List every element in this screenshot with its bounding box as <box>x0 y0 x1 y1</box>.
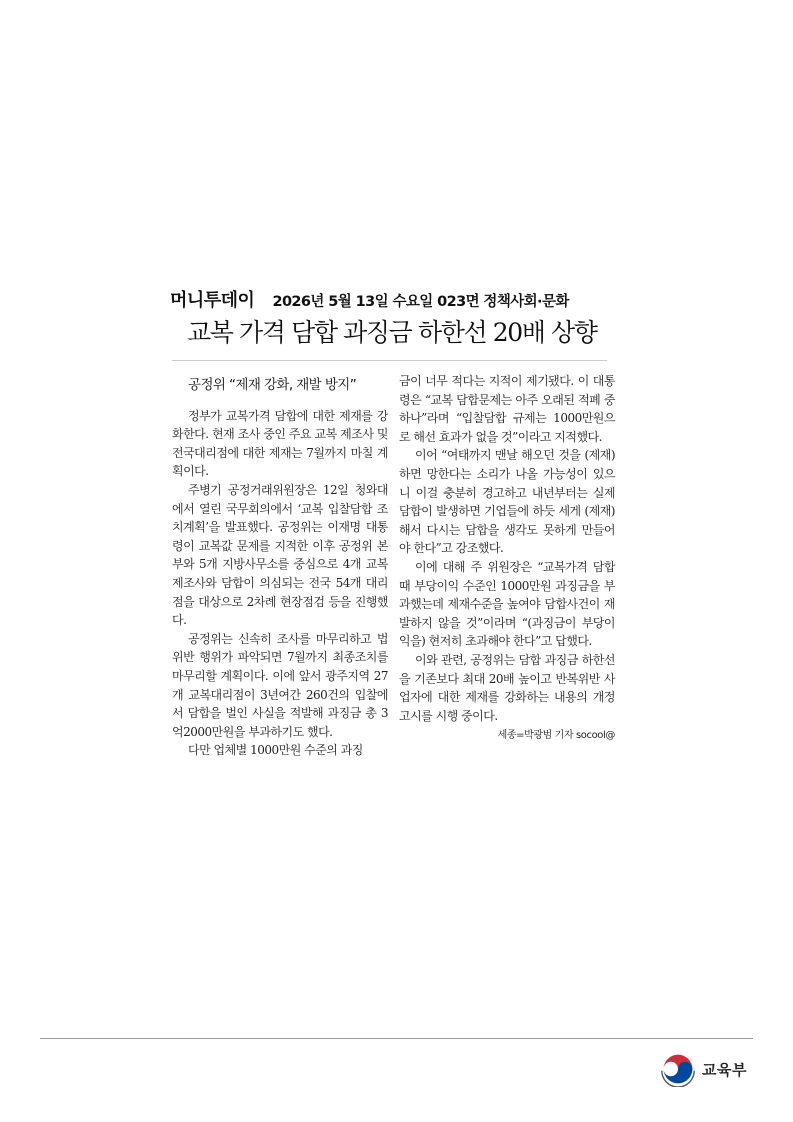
footer-divider <box>40 1038 753 1039</box>
article-headline: 교복 가격 담합 과징금 하한선 20배 상향 <box>187 318 597 347</box>
article-column-right <box>399 372 615 746</box>
masthead <box>170 286 610 312</box>
divider <box>172 360 607 361</box>
paragraph: 다만 업체별 1000만원 수준의 과징 <box>188 743 363 758</box>
paragraph: 이어 “여태까지 맨날 해오던 것을 (제재)하면 망한다는 소리가 나올 가능성이 있으니 이걸 충분히 경고하고 내년부터는 실제 담합이 발생하면 기업들에 하듯 세게 (제재)해서 다시는 담합을 생각도 못하게 만들어야 한다”고 강조했다. <box>399 448 615 556</box>
newspaper-name: 머니투데이 <box>170 290 255 311</box>
article-subheadline: 공정위 “제재 강화, 재발 방지” <box>188 377 357 393</box>
paragraph: 금이 너무 적다는 지적이 제기됐다. 이 대통령은 “교복 담합문제는 아주 오래된 적폐 중 하나”라며 “입찰담합 규제는 1000만원으로 해선 효과가 없을 것”이라고 지적했다. <box>399 374 615 444</box>
paragraph: 정부가 교복가격 담합에 대한 제재를 강화한다. 현재 조사 중인 주요 교복 제조사 및 전국대리점에 대한 제재는 7월까지 마칠 계획이다. <box>172 408 388 479</box>
taegeuk-icon <box>660 1051 696 1087</box>
byline: 세종=박광범 기자 socool@ <box>497 730 615 742</box>
ministry-logo <box>660 1051 747 1087</box>
edition-info: 2026년 5월 13일 수요일 023면 정책사회·문화 <box>272 294 569 310</box>
paragraph: 이에 대해 주 위원장은 “교복가격 담합 때 부당이익 수준인 1000만원 과징금을 부과했는데 제재수준을 높여야 담합사건이 재발하지 않을 것”이라며 “(과징금이 부당이익을) 현저히 초과해야 한다”고 답했다. <box>399 559 615 649</box>
paragraph: 주병기 공정거래위원장은 12일 청와대에서 열린 국무회의에서 ‘교복 입찰담합 조치계획’을 발표했다. 공정위는 이재명 대통령이 교복값 문제를 지적한 이후 공정위 본부와 5개 지방사무소를 중심으로 4개 교복 제조사와 담합이 의심되는 전국 54개 대리점을 대상으로 2차례 현장점검 등을 진행했다. <box>172 482 388 628</box>
ministry-name: 교육부 <box>702 1060 747 1079</box>
paragraph: 공정위는 신속히 조사를 마무리하고 법위반 행위가 파악되면 7월까지 최종조치를 마무리할 계획이다. 이에 앞서 광주지역 27개 교복대리점이 3년여간 260건의 입찰에서 담합을 벌인 사실을 적발해 과징금 총 3억2000만원을 부과하기도 했다. <box>172 631 388 739</box>
article-column-left <box>172 372 388 760</box>
paragraph: 이와 관련, 공정위는 담합 과징금 하한선을 기존보다 최대 20배 높이고 반복위반 사업자에 대한 제재를 강화하는 내용의 개정고시를 시행 중이다. <box>399 652 615 723</box>
